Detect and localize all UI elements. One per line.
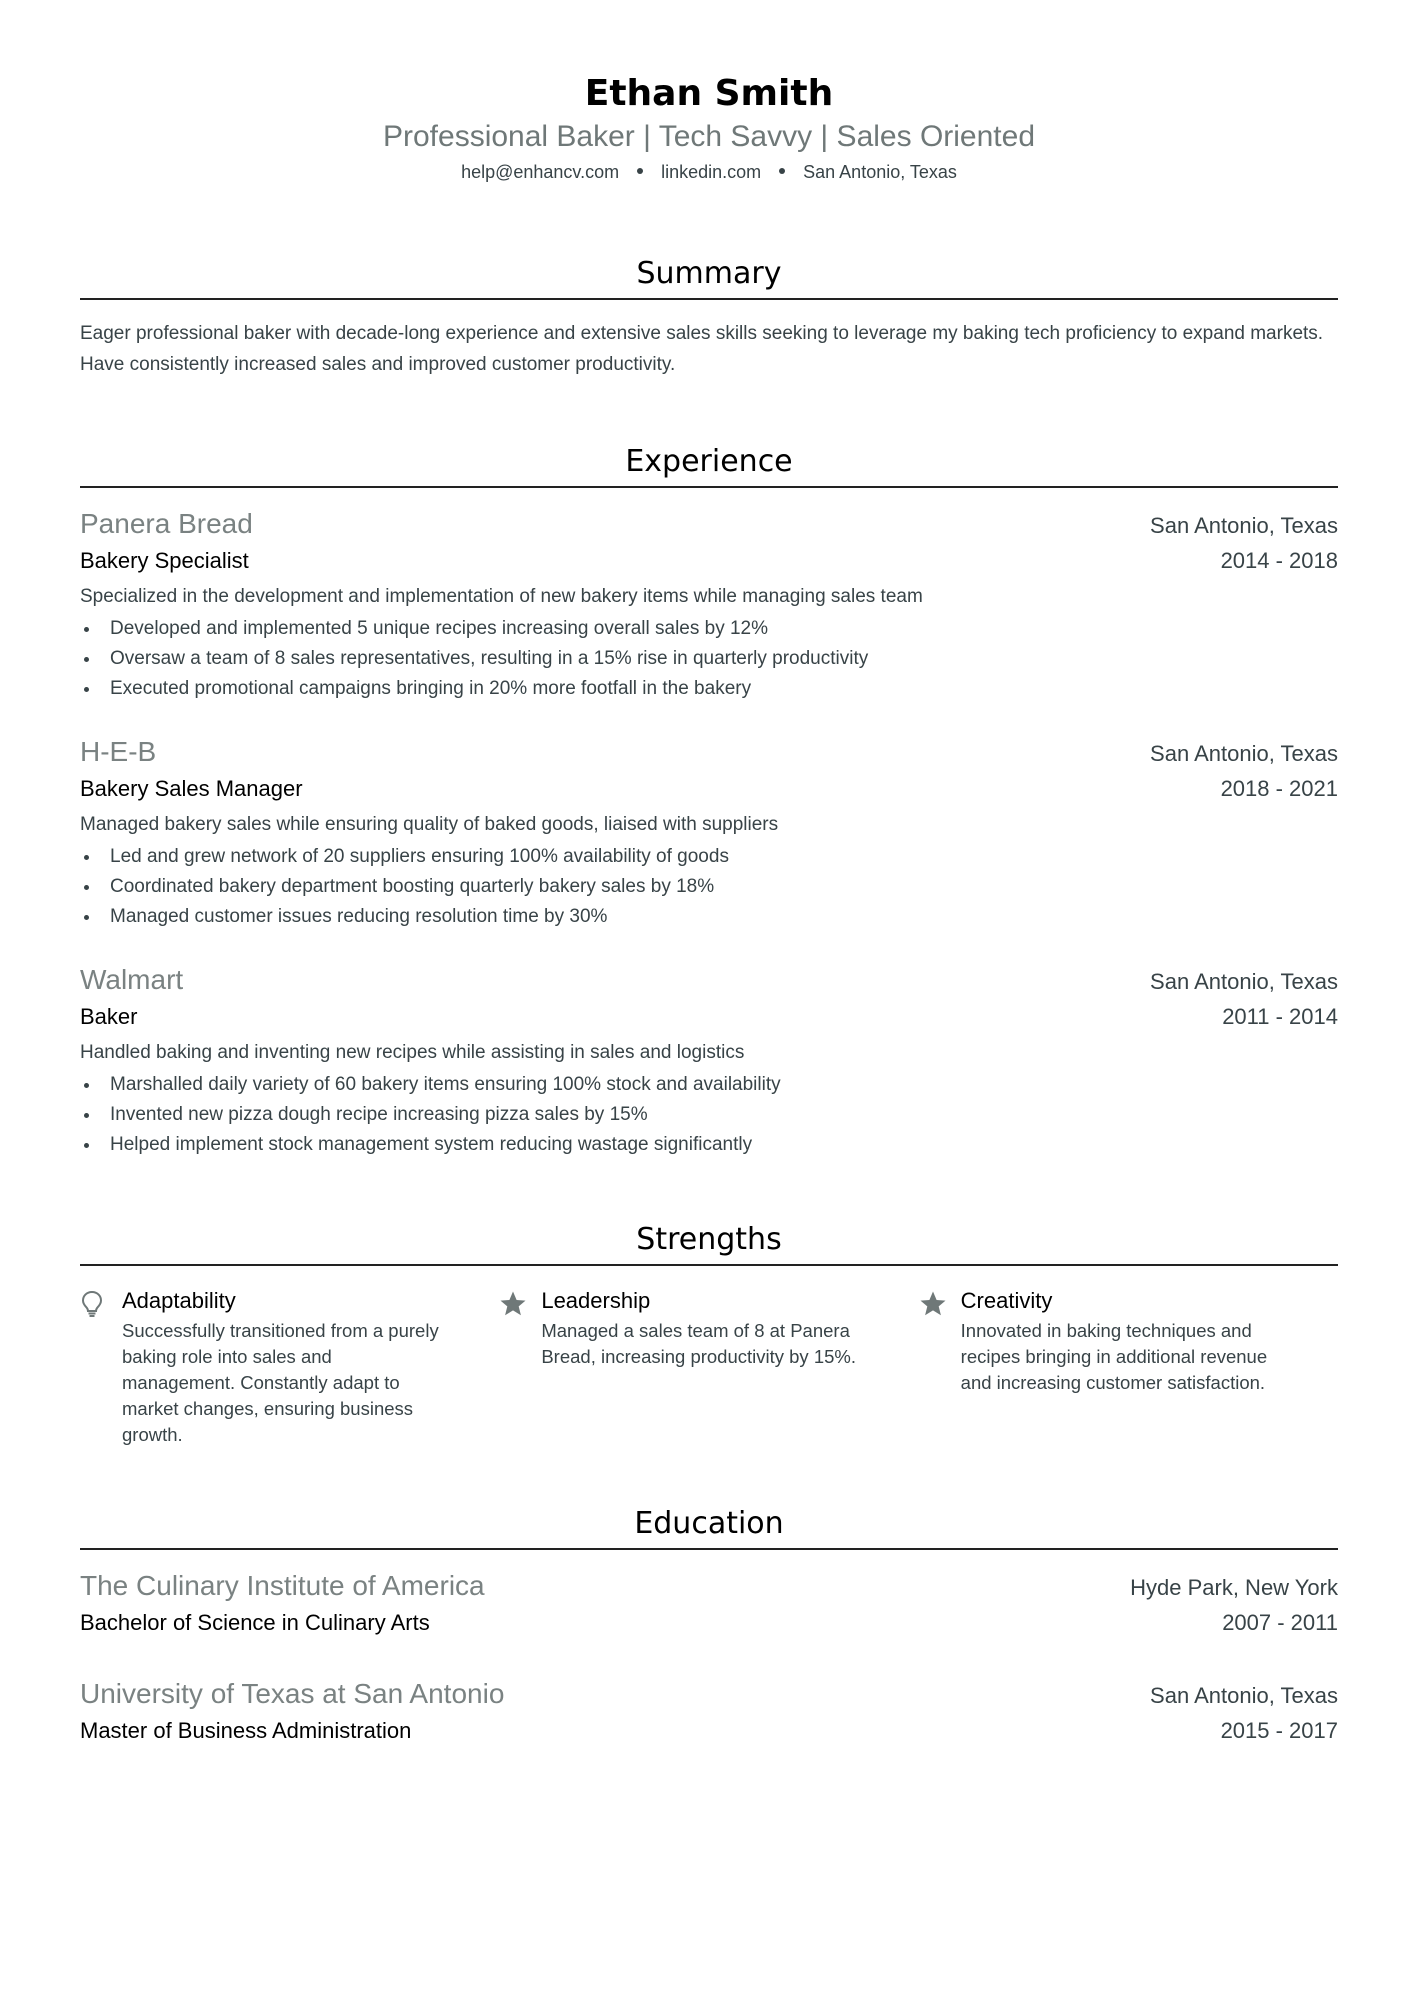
resume-page xyxy=(80,0,1338,1748)
job-title: Bakery Sales Manager xyxy=(80,776,303,801)
achievement-item: Marshalled daily variety of 60 bakery items ensuring 100% stock and availability xyxy=(80,1070,1338,1100)
job-title: Baker xyxy=(80,1004,138,1029)
education-dates: 2007 - 2011 xyxy=(1222,1610,1338,1635)
job-dates: 2014 - 2018 xyxy=(1220,548,1338,573)
experience-entry xyxy=(80,734,1338,932)
strength-item xyxy=(80,1286,499,1448)
contact-info xyxy=(80,160,1338,184)
summary-section xyxy=(80,254,1338,380)
achievement-item: Developed and implemented 5 unique recipes increasing overall sales by 12% xyxy=(80,614,1338,644)
email-link[interactable]: help@enhancv.com xyxy=(461,162,620,182)
achievement-item: Helped implement stock management system reducing wastage significantly xyxy=(80,1130,1338,1160)
achievement-item: Executed promotional campaigns bringing in 20% more footfall in the bakery xyxy=(80,674,1338,704)
education-entry xyxy=(80,1568,1338,1640)
star-icon xyxy=(499,1286,541,1448)
strength-title: Leadership xyxy=(541,1288,651,1313)
star-icon xyxy=(919,1286,961,1448)
strengths-title: Strengths xyxy=(80,1220,1338,1266)
strength-description: Innovated in baking techniques and recipes bringing in additional revenue and increasing customer satisfaction. xyxy=(960,1320,1268,1393)
education-entry xyxy=(80,1676,1338,1748)
candidate-tagline: Professional Baker | Tech Savvy | Sales Oriented xyxy=(382,120,1036,153)
job-location: San Antonio, Texas xyxy=(1150,513,1338,538)
achievement-item: Coordinated bakery department boosting quarterly bakery sales by 18% xyxy=(80,872,1338,902)
achievement-item: Led and grew network of 20 suppliers ensuring 100% availability of goods xyxy=(80,842,1338,872)
contact-location: San Antonio, Texas xyxy=(803,162,957,182)
strength-description: Successfully transitioned from a purely baking role into sales and management. Constantly adapt to market changes, ensuring business growth. xyxy=(122,1320,439,1445)
achievement-list xyxy=(80,1070,1338,1160)
job-title: Bakery Specialist xyxy=(80,548,249,573)
lightbulb-icon xyxy=(80,1286,122,1448)
achievement-item: Invented new pizza dough recipe increasing pizza sales by 15% xyxy=(80,1100,1338,1130)
summary-text: Eager professional baker with decade-long experience and extensive sales skills seeking to leverage my baking tech proficiency to expand markets. Have consistently increased sales and improved customer productivity. xyxy=(80,323,1324,375)
company-name: Walmart xyxy=(80,964,184,995)
achievement-item: Managed customer issues reducing resolution time by 30% xyxy=(80,902,1338,932)
job-dates: 2011 - 2014 xyxy=(1222,1004,1338,1029)
candidate-name: Ethan Smith xyxy=(584,73,834,114)
strength-item xyxy=(499,1286,918,1448)
achievement-list xyxy=(80,614,1338,704)
strength-description: Managed a sales team of 8 at Panera Bread, increasing productivity by 15%. xyxy=(541,1320,856,1367)
experience-title: Experience xyxy=(80,442,1338,488)
strength-item xyxy=(919,1286,1338,1448)
degree-name: Master of Business Administration xyxy=(80,1718,412,1743)
experience-section xyxy=(80,442,1338,1160)
separator-dot xyxy=(637,168,643,174)
resume-header xyxy=(80,0,1338,184)
separator-dot xyxy=(779,168,785,174)
job-dates: 2018 - 2021 xyxy=(1220,776,1338,801)
job-description: Handled baking and inventing new recipes while assisting in sales and logistics xyxy=(80,1042,745,1063)
job-description: Specialized in the development and implementation of new bakery items while managing sales team xyxy=(80,586,923,607)
school-location: Hyde Park, New York xyxy=(1130,1575,1338,1600)
job-location: San Antonio, Texas xyxy=(1150,969,1338,994)
achievement-list xyxy=(80,842,1338,932)
school-name: University of Texas at San Antonio xyxy=(80,1678,505,1709)
school-name: The Culinary Institute of America xyxy=(80,1570,485,1601)
strength-title: Adaptability xyxy=(122,1288,236,1313)
experience-entry xyxy=(80,506,1338,704)
job-location: San Antonio, Texas xyxy=(1150,741,1338,766)
education-section xyxy=(80,1504,1338,1748)
strength-title: Creativity xyxy=(960,1288,1053,1313)
school-location: San Antonio, Texas xyxy=(1150,1683,1338,1708)
job-description: Managed bakery sales while ensuring quality of baked goods, liaised with suppliers xyxy=(80,814,779,835)
education-dates: 2015 - 2017 xyxy=(1220,1718,1338,1743)
education-title: Education xyxy=(80,1504,1338,1550)
achievement-item: Oversaw a team of 8 sales representatives, resulting in a 15% rise in quarterly productivity xyxy=(80,644,1338,674)
company-name: Panera Bread xyxy=(80,508,253,539)
strengths-section xyxy=(80,1220,1338,1448)
company-name: H-E-B xyxy=(80,736,157,767)
experience-entry xyxy=(80,962,1338,1160)
summary-title: Summary xyxy=(80,254,1338,300)
degree-name: Bachelor of Science in Culinary Arts xyxy=(80,1610,430,1635)
strengths-list xyxy=(80,1286,1338,1448)
linkedin-link[interactable]: linkedin.com xyxy=(661,162,762,182)
